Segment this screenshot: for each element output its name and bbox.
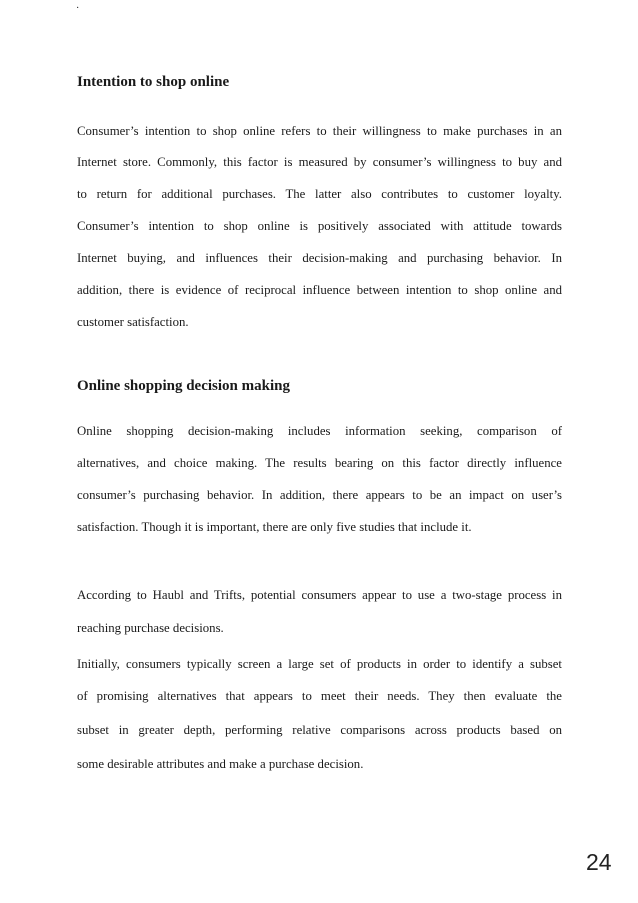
paragraph-line: consumer’s purchasing behavior. In addition, there appears to be an impact on user’s	[77, 488, 562, 502]
paragraph-line: According to Haubl and Trifts, potential consumers appear to use a two-stage process in	[77, 588, 562, 602]
section-heading-intention: Intention to shop online	[77, 74, 230, 90]
paragraph-line: subset in greater depth, performing relative comparisons across products based on	[77, 723, 562, 737]
paragraph-line: reaching purchase decisions.	[77, 621, 224, 635]
paragraph-line: addition, there is evidence of reciprocal influence between intention to shop online and	[77, 283, 562, 297]
paragraph-line: Internet buying, and influences their decision-making and purchasing behavior. In	[77, 251, 562, 265]
paragraph-line: of promising alternatives that appears to meet their needs. They then evaluate the	[77, 689, 562, 703]
paragraph-line: Consumer’s intention to shop online refers to their willingness to make purchases in an	[77, 124, 562, 138]
paragraph-line: Online shopping decision-making includes information seeking, comparison of	[77, 424, 562, 438]
paragraph-line: alternatives, and choice making. The results bearing on this factor directly influence	[77, 456, 562, 470]
paragraph-line: to return for additional purchases. The latter also contributes to customer loyalty.	[77, 187, 562, 201]
page-number: 24	[586, 849, 612, 875]
paragraph-line: some desirable attributes and make a purchase decision.	[77, 757, 364, 771]
paragraph-line: Initially, consumers typically screen a large set of products in order to identify a subset	[77, 657, 562, 671]
paragraph-line: Internet store. Commonly, this factor is measured by consumer’s willingness to buy and	[77, 155, 562, 169]
paragraph-line: Consumer’s intention to shop online is positively associated with attitude towards	[77, 219, 562, 233]
section-heading-decision-making: Online shopping decision making	[77, 378, 290, 394]
paragraph-line: satisfaction. Though it is important, there are only five studies that include it.	[77, 520, 472, 534]
paragraph-line: customer satisfaction.	[77, 315, 189, 329]
page-marker: ·	[76, 3, 80, 14]
